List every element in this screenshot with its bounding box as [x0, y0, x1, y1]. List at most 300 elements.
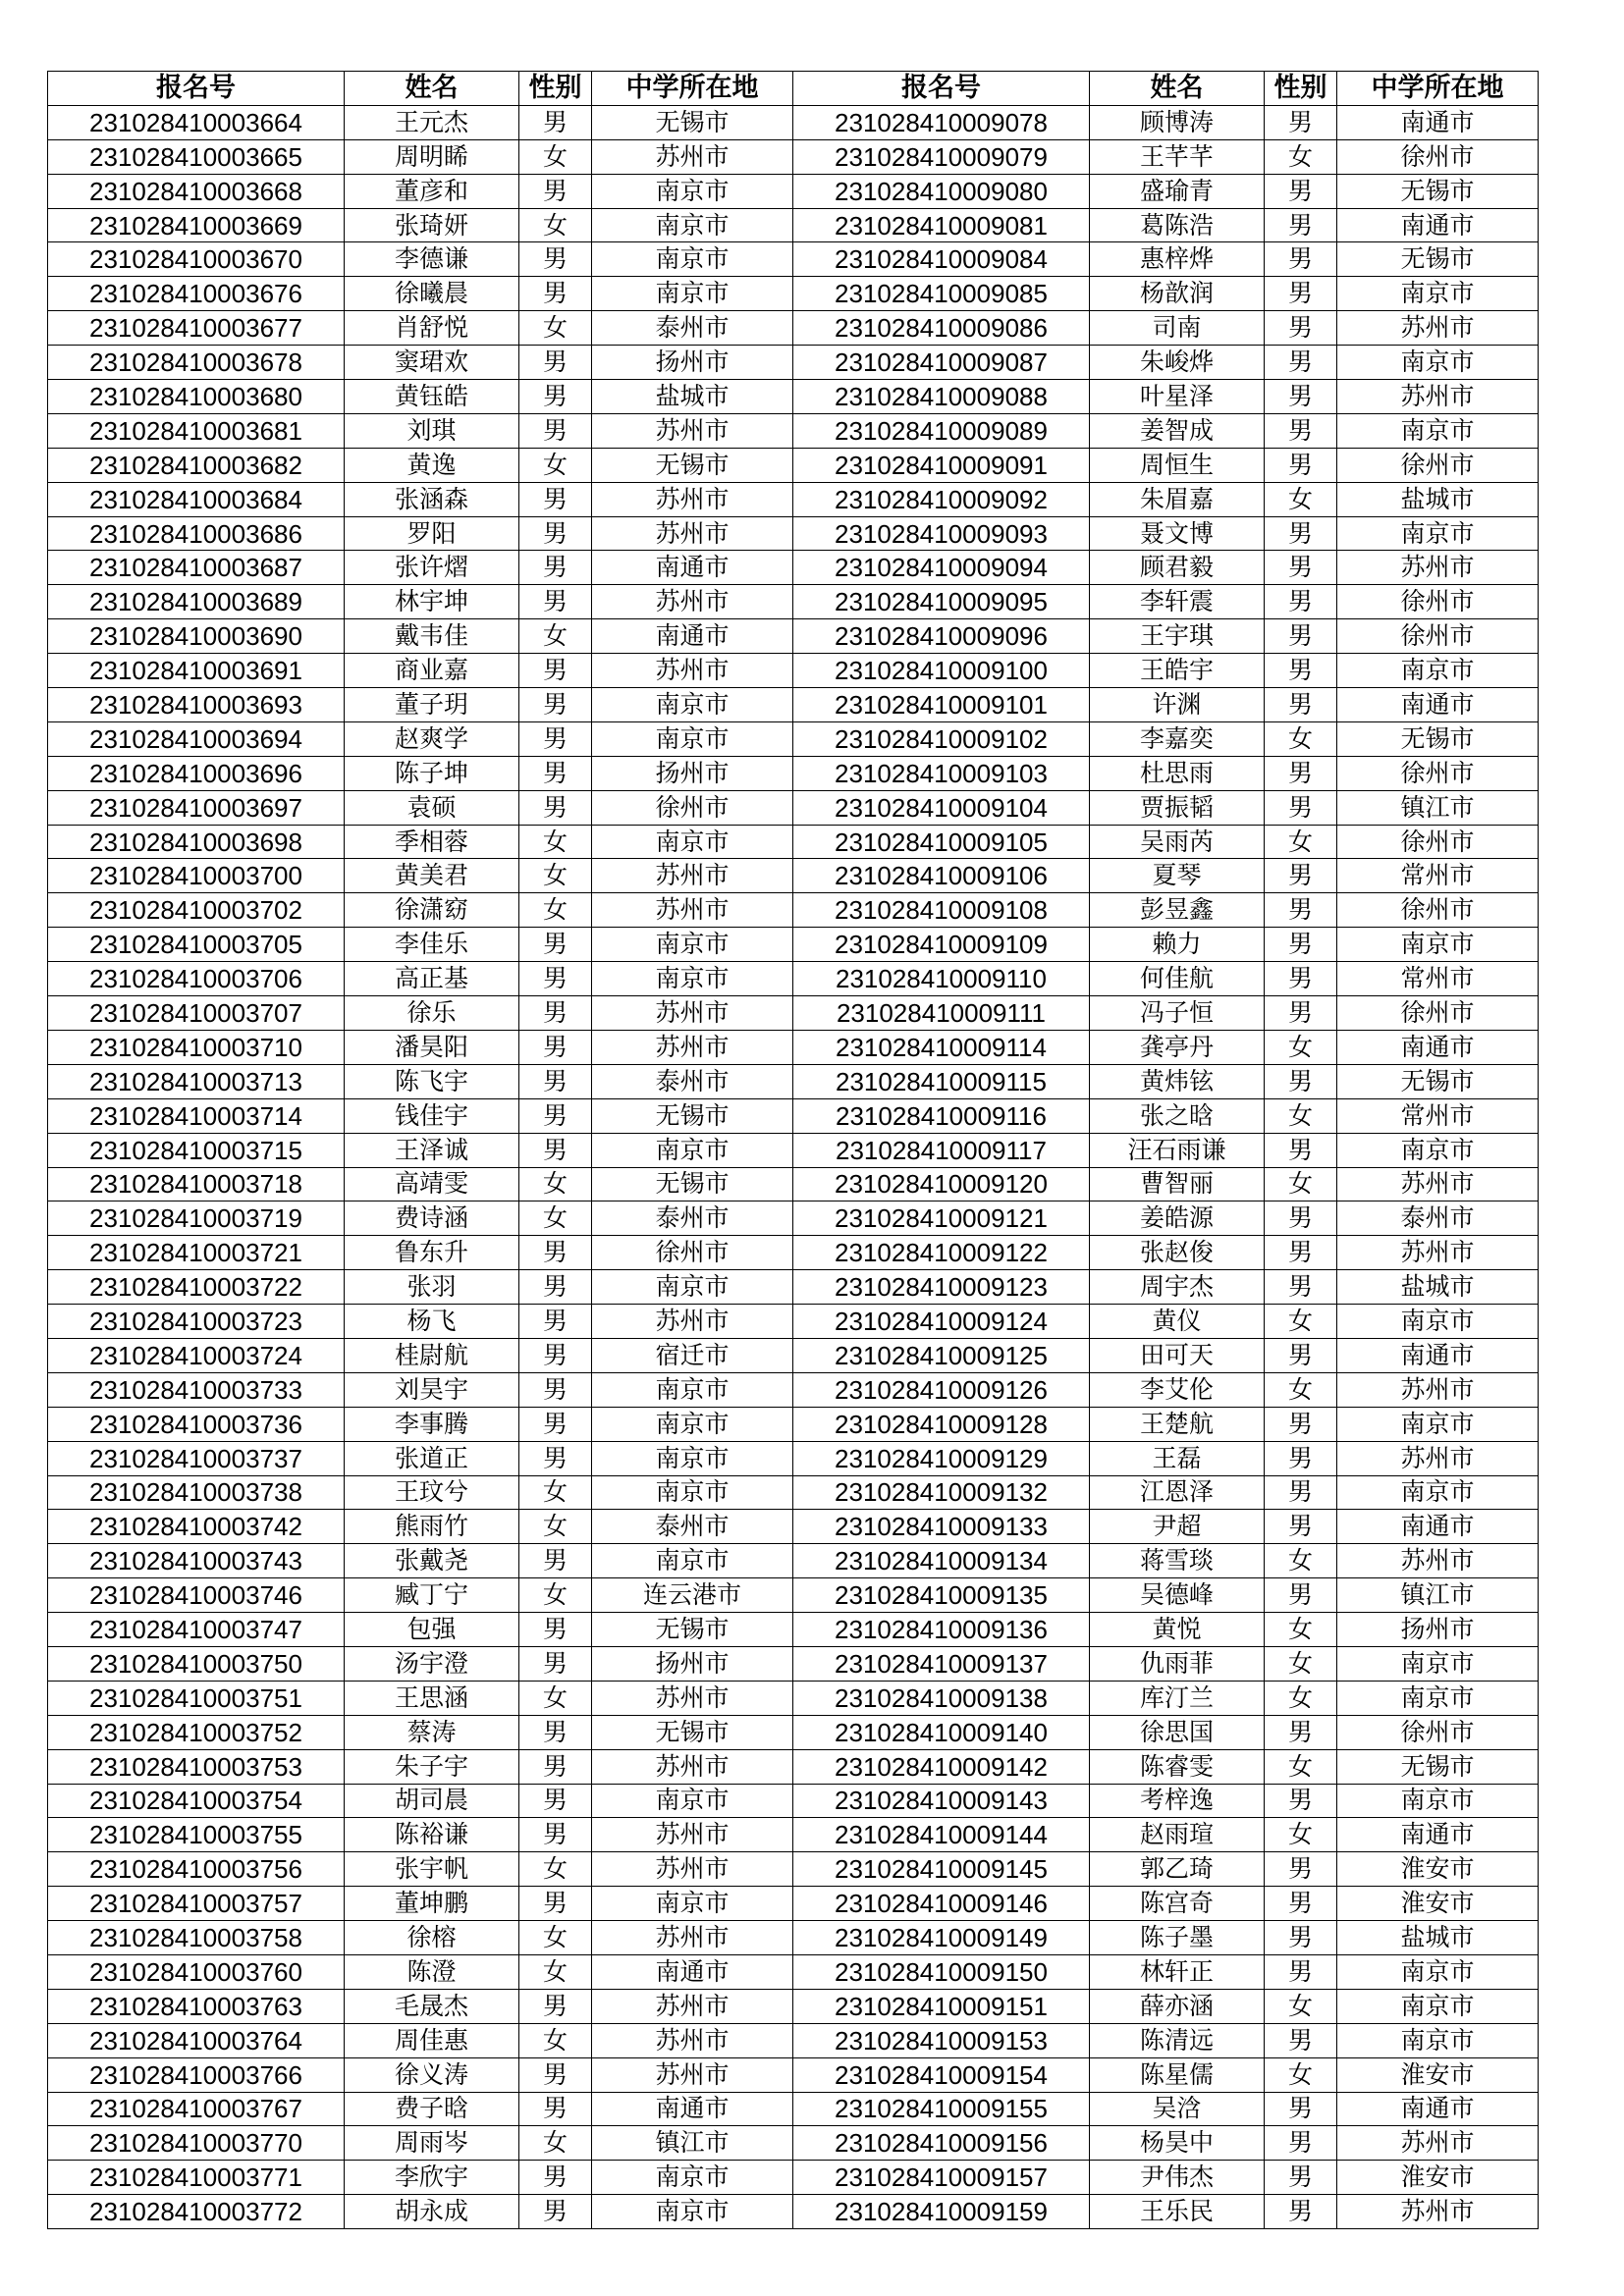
reg-number-cell: 231028410003707 [48, 996, 345, 1031]
gender-cell: 男 [1265, 859, 1337, 893]
reg-number-cell: 231028410003664 [48, 105, 345, 139]
school-location-cell: 南京市 [1337, 1407, 1539, 1441]
reg-number-cell: 231028410009129 [793, 1441, 1090, 1475]
gender-cell: 男 [519, 551, 592, 585]
reg-number-cell: 231028410009094 [793, 551, 1090, 585]
school-location-cell: 苏州市 [592, 654, 793, 688]
reg-number-cell: 231028410009093 [793, 516, 1090, 551]
name-cell: 王皓宇 [1090, 654, 1265, 688]
gender-cell: 男 [519, 721, 592, 756]
gender-cell: 女 [1265, 1646, 1337, 1681]
reg-number-cell: 231028410003771 [48, 2161, 345, 2195]
reg-number-cell: 231028410003718 [48, 1167, 345, 1201]
gender-cell: 男 [519, 1270, 592, 1305]
gender-cell: 女 [1265, 1305, 1337, 1339]
reg-number-cell: 231028410009149 [793, 1921, 1090, 1955]
reg-number-cell: 231028410003723 [48, 1305, 345, 1339]
school-location-cell: 苏州市 [592, 1921, 793, 1955]
reg-number-cell: 231028410003681 [48, 413, 345, 448]
school-location-cell: 无锡市 [592, 1613, 793, 1647]
gender-cell: 男 [519, 1784, 592, 1818]
name-cell: 周明睎 [345, 139, 519, 174]
name-cell: 王宇琪 [1090, 619, 1265, 654]
gender-cell: 男 [1265, 448, 1337, 482]
table-row [48, 1954, 1539, 1989]
name-cell: 张羽 [345, 1270, 519, 1305]
header-reg-number: 报名号 [793, 72, 1090, 106]
gender-cell: 男 [519, 2057, 592, 2092]
school-location-cell: 泰州市 [592, 1510, 793, 1544]
gender-cell: 男 [519, 174, 592, 208]
reg-number-cell: 231028410003715 [48, 1133, 345, 1167]
school-location-cell: 南京市 [1337, 1305, 1539, 1339]
gender-cell: 男 [1265, 1236, 1337, 1270]
school-location-cell: 南京市 [1337, 346, 1539, 380]
gender-cell: 男 [1265, 1715, 1337, 1749]
reg-number-cell: 231028410009157 [793, 2161, 1090, 2195]
reg-number-cell: 231028410009144 [793, 1818, 1090, 1852]
school-location-cell: 南京市 [1337, 1784, 1539, 1818]
school-location-cell: 南京市 [592, 277, 793, 311]
name-cell: 陈裕谦 [345, 1818, 519, 1852]
name-cell: 朱子宇 [345, 1749, 519, 1784]
school-location-cell: 泰州市 [1337, 1201, 1539, 1236]
reg-number-cell: 231028410003756 [48, 1852, 345, 1887]
reg-number-cell: 231028410009124 [793, 1305, 1090, 1339]
reg-number-cell: 231028410003737 [48, 1441, 345, 1475]
reg-number-cell: 231028410003733 [48, 1372, 345, 1407]
table-row [48, 1305, 1539, 1339]
school-location-cell: 苏州市 [592, 139, 793, 174]
school-location-cell: 南通市 [1337, 1030, 1539, 1064]
reg-number-cell: 231028410009122 [793, 1236, 1090, 1270]
gender-cell: 女 [519, 1852, 592, 1887]
reg-number-cell: 231028410003750 [48, 1646, 345, 1681]
gender-cell: 男 [519, 413, 592, 448]
name-cell: 张宇帆 [345, 1852, 519, 1887]
reg-number-cell: 231028410009142 [793, 1749, 1090, 1784]
school-location-cell: 苏州市 [592, 1030, 793, 1064]
name-cell: 林宇坤 [345, 585, 519, 619]
name-cell: 费子晗 [345, 2092, 519, 2126]
name-cell: 张赵俊 [1090, 1236, 1265, 1270]
name-cell: 罗阳 [345, 516, 519, 551]
name-cell: 费诗涵 [345, 1201, 519, 1236]
gender-cell: 女 [1265, 482, 1337, 516]
name-cell: 潘昊阳 [345, 1030, 519, 1064]
school-location-cell: 南京市 [592, 2195, 793, 2229]
table-row [48, 311, 1539, 346]
gender-cell: 男 [519, 1544, 592, 1578]
name-cell: 尹伟杰 [1090, 2161, 1265, 2195]
reg-number-cell: 231028410009154 [793, 2057, 1090, 2092]
gender-cell: 男 [1265, 1201, 1337, 1236]
reg-number-cell: 231028410009080 [793, 174, 1090, 208]
name-cell: 赵爽学 [345, 721, 519, 756]
gender-cell: 男 [519, 1818, 592, 1852]
reg-number-cell: 231028410003757 [48, 1887, 345, 1921]
reg-number-cell: 231028410009136 [793, 1613, 1090, 1647]
name-cell: 高正基 [345, 962, 519, 996]
name-cell: 商业嘉 [345, 654, 519, 688]
name-cell: 李嘉奕 [1090, 721, 1265, 756]
school-location-cell: 苏州市 [592, 1305, 793, 1339]
reg-number-cell: 231028410003742 [48, 1510, 345, 1544]
gender-cell: 男 [1265, 654, 1337, 688]
name-cell: 顾博涛 [1090, 105, 1265, 139]
gender-cell: 女 [1265, 1372, 1337, 1407]
gender-cell: 女 [1265, 1167, 1337, 1201]
name-cell: 臧丁宁 [345, 1578, 519, 1613]
name-cell: 杜思雨 [1090, 756, 1265, 790]
name-cell: 黄炜铉 [1090, 1064, 1265, 1098]
header-gender: 性别 [1265, 72, 1337, 106]
name-cell: 陈清远 [1090, 2023, 1265, 2057]
reg-number-cell: 231028410003700 [48, 859, 345, 893]
school-location-cell: 南通市 [1337, 1510, 1539, 1544]
gender-cell: 男 [519, 2195, 592, 2229]
reg-number-cell: 231028410003680 [48, 380, 345, 414]
reg-number-cell: 231028410003684 [48, 482, 345, 516]
gender-cell: 女 [519, 1510, 592, 1544]
gender-cell: 女 [1265, 825, 1337, 859]
school-location-cell: 连云港市 [592, 1578, 793, 1613]
gender-cell: 女 [1265, 1749, 1337, 1784]
gender-cell: 男 [1265, 1852, 1337, 1887]
school-location-cell: 南京市 [592, 688, 793, 722]
table-row [48, 1475, 1539, 1510]
name-cell: 李佳乐 [345, 928, 519, 962]
gender-cell: 男 [519, 2161, 592, 2195]
reg-number-cell: 231028410003689 [48, 585, 345, 619]
school-location-cell: 常州市 [1337, 1098, 1539, 1133]
school-location-cell: 苏州市 [1337, 1544, 1539, 1578]
school-location-cell: 扬州市 [592, 756, 793, 790]
reg-number-cell: 231028410009133 [793, 1510, 1090, 1544]
gender-cell: 男 [1265, 1921, 1337, 1955]
gender-cell: 男 [1265, 1270, 1337, 1305]
school-location-cell: 苏州市 [592, 859, 793, 893]
reg-number-cell: 231028410009079 [793, 139, 1090, 174]
gender-cell: 男 [1265, 174, 1337, 208]
school-location-cell: 宿迁市 [592, 1338, 793, 1372]
reg-number-cell: 231028410009151 [793, 1989, 1090, 2023]
table-row [48, 962, 1539, 996]
gender-cell: 男 [519, 1236, 592, 1270]
name-cell: 徐曦晨 [345, 277, 519, 311]
name-cell: 王芊芊 [1090, 139, 1265, 174]
reg-number-cell: 231028410003721 [48, 1236, 345, 1270]
gender-cell: 男 [519, 1133, 592, 1167]
school-location-cell: 苏州市 [592, 482, 793, 516]
table-row [48, 1510, 1539, 1544]
name-cell: 张戴尧 [345, 1544, 519, 1578]
name-cell: 王思涵 [345, 1681, 519, 1715]
reg-number-cell: 231028410009150 [793, 1954, 1090, 1989]
gender-cell: 女 [519, 208, 592, 242]
name-cell: 姜皓源 [1090, 1201, 1265, 1236]
gender-cell: 男 [519, 105, 592, 139]
name-cell: 窦珺欢 [345, 346, 519, 380]
reg-number-cell: 231028410009103 [793, 756, 1090, 790]
reg-number-cell: 231028410009110 [793, 962, 1090, 996]
school-location-cell: 徐州市 [1337, 756, 1539, 790]
gender-cell: 男 [519, 482, 592, 516]
reg-number-cell: 231028410003678 [48, 346, 345, 380]
school-location-cell: 南京市 [592, 1441, 793, 1475]
reg-number-cell: 231028410003746 [48, 1578, 345, 1613]
name-cell: 高靖雯 [345, 1167, 519, 1201]
gender-cell: 女 [1265, 1030, 1337, 1064]
name-cell: 蔡涛 [345, 1715, 519, 1749]
reg-number-cell: 231028410003760 [48, 1954, 345, 1989]
gender-cell: 男 [519, 756, 592, 790]
table-row [48, 893, 1539, 928]
reg-number-cell: 231028410003758 [48, 1921, 345, 1955]
gender-cell: 男 [519, 1646, 592, 1681]
school-location-cell: 泰州市 [592, 1064, 793, 1098]
school-location-cell: 徐州市 [1337, 619, 1539, 654]
school-location-cell: 苏州市 [592, 893, 793, 928]
gender-cell: 女 [519, 139, 592, 174]
school-location-cell: 徐州市 [1337, 139, 1539, 174]
name-cell: 曹智丽 [1090, 1167, 1265, 1201]
name-cell: 黄钰皓 [345, 380, 519, 414]
name-cell: 吴德峰 [1090, 1578, 1265, 1613]
gender-cell: 男 [519, 242, 592, 277]
reg-number-cell: 231028410003764 [48, 2023, 345, 2057]
school-location-cell: 淮安市 [1337, 1887, 1539, 1921]
school-location-cell: 苏州市 [592, 996, 793, 1031]
table-row [48, 721, 1539, 756]
table-row [48, 1784, 1539, 1818]
reg-number-cell: 231028410009105 [793, 825, 1090, 859]
school-location-cell: 扬州市 [1337, 1613, 1539, 1647]
school-location-cell: 南京市 [592, 1784, 793, 1818]
name-cell: 刘琪 [345, 413, 519, 448]
gender-cell: 男 [1265, 380, 1337, 414]
reg-number-cell: 231028410009140 [793, 1715, 1090, 1749]
school-location-cell: 南通市 [1337, 2092, 1539, 2126]
gender-cell: 男 [1265, 277, 1337, 311]
reg-number-cell: 231028410003676 [48, 277, 345, 311]
gender-cell: 男 [519, 380, 592, 414]
name-cell: 黄美君 [345, 859, 519, 893]
school-location-cell: 南京市 [592, 208, 793, 242]
reg-number-cell: 231028410003669 [48, 208, 345, 242]
table-row [48, 1989, 1539, 2023]
school-location-cell: 南京市 [1337, 277, 1539, 311]
school-location-cell: 泰州市 [592, 1201, 793, 1236]
school-location-cell: 南京市 [592, 721, 793, 756]
name-cell: 张道正 [345, 1441, 519, 1475]
reg-number-cell: 231028410009134 [793, 1544, 1090, 1578]
table-row [48, 619, 1539, 654]
table-row [48, 1270, 1539, 1305]
reg-number-cell: 231028410009081 [793, 208, 1090, 242]
school-location-cell: 无锡市 [592, 105, 793, 139]
school-location-cell: 苏州市 [1337, 1441, 1539, 1475]
name-cell: 周佳惠 [345, 2023, 519, 2057]
school-location-cell: 南京市 [1337, 413, 1539, 448]
gender-cell: 男 [1265, 1578, 1337, 1613]
gender-cell: 男 [1265, 962, 1337, 996]
name-cell: 彭昱鑫 [1090, 893, 1265, 928]
reg-number-cell: 231028410003736 [48, 1407, 345, 1441]
gender-cell: 女 [519, 311, 592, 346]
name-cell: 王泽诚 [345, 1133, 519, 1167]
reg-number-cell: 231028410009109 [793, 928, 1090, 962]
table-row [48, 1064, 1539, 1098]
reg-number-cell: 231028410003767 [48, 2092, 345, 2126]
school-location-cell: 南通市 [592, 551, 793, 585]
table-row [48, 413, 1539, 448]
gender-cell: 男 [519, 516, 592, 551]
school-location-cell: 徐州市 [1337, 585, 1539, 619]
gender-cell: 男 [1265, 928, 1337, 962]
reg-number-cell: 231028410003686 [48, 516, 345, 551]
gender-cell: 男 [519, 1372, 592, 1407]
gender-cell: 男 [1265, 2195, 1337, 2229]
table-row [48, 1133, 1539, 1167]
name-cell: 徐榕 [345, 1921, 519, 1955]
gender-cell: 男 [519, 688, 592, 722]
name-cell: 李德谦 [345, 242, 519, 277]
gender-cell: 男 [1265, 346, 1337, 380]
reg-number-cell: 231028410003696 [48, 756, 345, 790]
name-cell: 朱峻烨 [1090, 346, 1265, 380]
reg-number-cell: 231028410003693 [48, 688, 345, 722]
school-location-cell: 南通市 [1337, 1338, 1539, 1372]
school-location-cell: 徐州市 [1337, 1715, 1539, 1749]
gender-cell: 男 [1265, 1407, 1337, 1441]
school-location-cell: 无锡市 [592, 1098, 793, 1133]
table-row [48, 1749, 1539, 1784]
name-cell: 张之晗 [1090, 1098, 1265, 1133]
gender-cell: 男 [1265, 1887, 1337, 1921]
name-cell: 王元杰 [345, 105, 519, 139]
school-location-cell: 南京市 [592, 1270, 793, 1305]
name-cell: 龚亭丹 [1090, 1030, 1265, 1064]
name-cell: 桂尉航 [345, 1338, 519, 1372]
school-location-cell: 无锡市 [592, 1715, 793, 1749]
school-location-cell: 苏州市 [1337, 551, 1539, 585]
reg-number-cell: 231028410009106 [793, 859, 1090, 893]
reg-number-cell: 231028410009123 [793, 1270, 1090, 1305]
gender-cell: 女 [1265, 139, 1337, 174]
gender-cell: 男 [519, 1064, 592, 1098]
table-row [48, 928, 1539, 962]
gender-cell: 女 [1265, 1098, 1337, 1133]
name-cell: 董彦和 [345, 174, 519, 208]
reg-number-cell: 231028410009155 [793, 2092, 1090, 2126]
reg-number-cell: 231028410009137 [793, 1646, 1090, 1681]
gender-cell: 男 [1265, 585, 1337, 619]
reg-number-cell: 231028410003668 [48, 174, 345, 208]
school-location-cell: 南京市 [592, 174, 793, 208]
name-cell: 包强 [345, 1613, 519, 1647]
school-location-cell: 南京市 [1337, 1954, 1539, 1989]
name-cell: 贾振韬 [1090, 790, 1265, 825]
table-row [48, 1578, 1539, 1613]
school-location-cell: 苏州市 [592, 1989, 793, 2023]
table-row [48, 2161, 1539, 2195]
gender-cell: 男 [519, 962, 592, 996]
name-cell: 李欣宇 [345, 2161, 519, 2195]
name-cell: 杨昊中 [1090, 2126, 1265, 2161]
name-cell: 陈子坤 [345, 756, 519, 790]
table-row [48, 380, 1539, 414]
reg-number-cell: 231028410009089 [793, 413, 1090, 448]
gender-cell: 男 [519, 1989, 592, 2023]
reg-number-cell: 231028410003698 [48, 825, 345, 859]
school-location-cell: 苏州市 [1337, 1372, 1539, 1407]
header-row [48, 72, 1539, 106]
reg-number-cell: 231028410009088 [793, 380, 1090, 414]
table-row [48, 688, 1539, 722]
table-row [48, 242, 1539, 277]
name-cell: 胡司晨 [345, 1784, 519, 1818]
school-location-cell: 苏州市 [592, 585, 793, 619]
gender-cell: 女 [519, 1201, 592, 1236]
name-cell: 何佳航 [1090, 962, 1265, 996]
school-location-cell: 苏州市 [1337, 311, 1539, 346]
gender-cell: 男 [1265, 1475, 1337, 1510]
school-location-cell: 苏州市 [592, 2023, 793, 2057]
gender-cell: 女 [519, 1167, 592, 1201]
gender-cell: 女 [519, 893, 592, 928]
school-location-cell: 扬州市 [592, 1646, 793, 1681]
name-cell: 蒋雪琰 [1090, 1544, 1265, 1578]
name-cell: 杨飞 [345, 1305, 519, 1339]
table-row [48, 996, 1539, 1031]
name-cell: 李事腾 [345, 1407, 519, 1441]
reg-number-cell: 231028410009153 [793, 2023, 1090, 2057]
name-cell: 顾君毅 [1090, 551, 1265, 585]
school-location-cell: 苏州市 [592, 2057, 793, 2092]
name-cell: 姜智成 [1090, 413, 1265, 448]
school-location-cell: 南京市 [1337, 928, 1539, 962]
name-cell: 仇雨菲 [1090, 1646, 1265, 1681]
table-body [48, 105, 1539, 2228]
school-location-cell: 苏州市 [592, 516, 793, 551]
gender-cell: 女 [519, 448, 592, 482]
table-row [48, 1030, 1539, 1064]
gender-cell: 男 [1265, 756, 1337, 790]
name-cell: 汪石雨谦 [1090, 1133, 1265, 1167]
table-row [48, 654, 1539, 688]
name-cell: 徐义涛 [345, 2057, 519, 2092]
name-cell: 夏琴 [1090, 859, 1265, 893]
table-row [48, 1818, 1539, 1852]
reg-number-cell: 231028410009135 [793, 1578, 1090, 1613]
name-cell: 林轩正 [1090, 1954, 1265, 1989]
reg-number-cell: 231028410009132 [793, 1475, 1090, 1510]
school-location-cell: 南京市 [592, 2161, 793, 2195]
name-cell: 朱眉嘉 [1090, 482, 1265, 516]
school-location-cell: 镇江市 [1337, 1578, 1539, 1613]
school-location-cell: 南京市 [1337, 1133, 1539, 1167]
table-row [48, 1098, 1539, 1133]
reg-number-cell: 231028410003670 [48, 242, 345, 277]
reg-number-cell: 231028410009114 [793, 1030, 1090, 1064]
table-row [48, 2023, 1539, 2057]
name-cell: 陈睿雯 [1090, 1749, 1265, 1784]
reg-number-cell: 231028410009092 [793, 482, 1090, 516]
school-location-cell: 南京市 [592, 1544, 793, 1578]
school-location-cell: 苏州市 [592, 413, 793, 448]
reg-number-cell: 231028410009159 [793, 2195, 1090, 2229]
